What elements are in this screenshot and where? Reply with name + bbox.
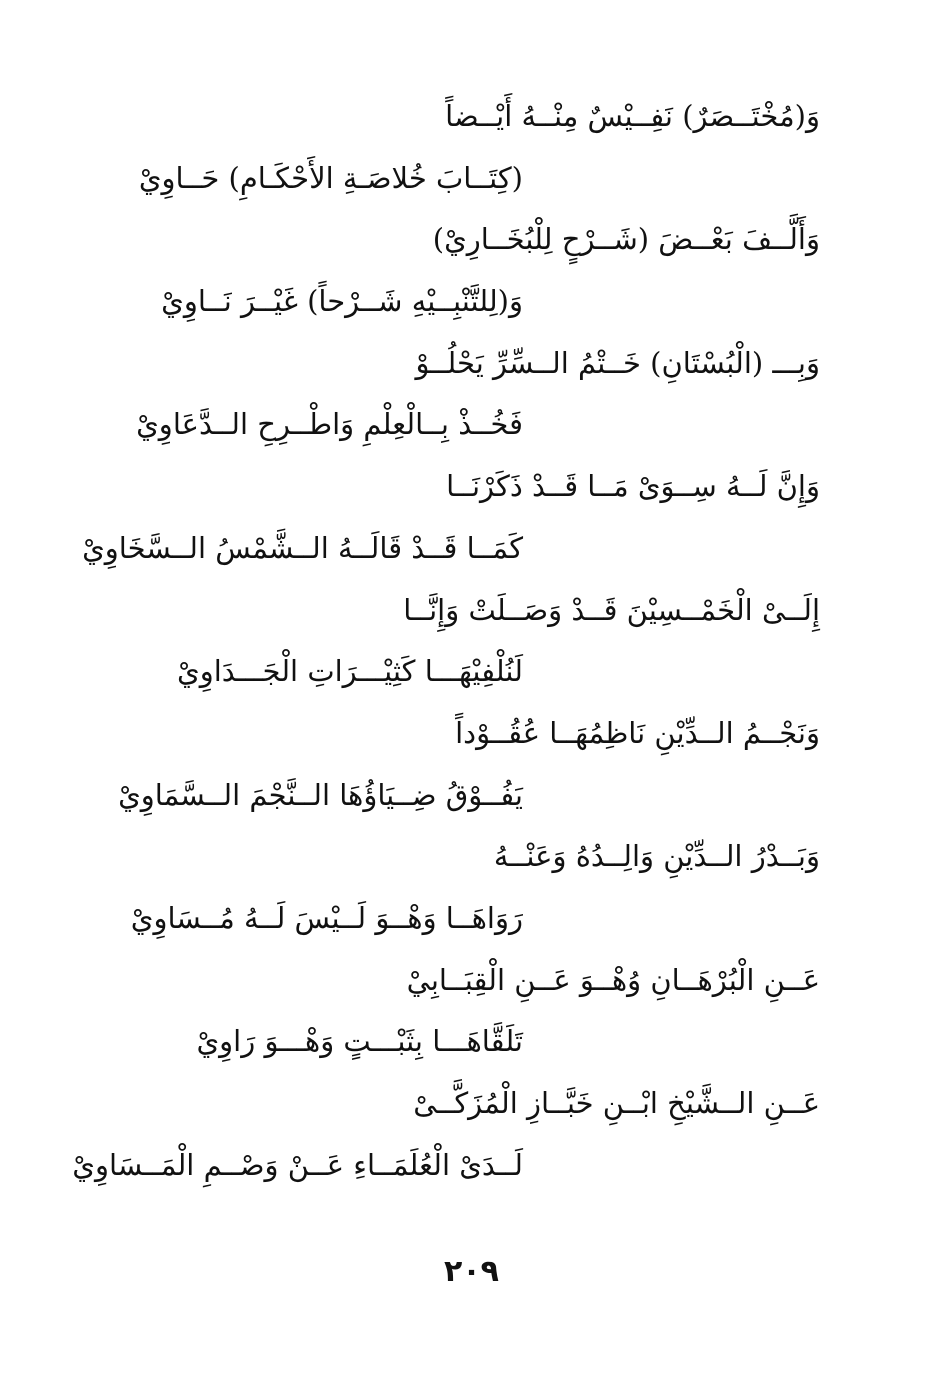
poem-line-text: لَنُلْفِيْهَـــا كَثِيْـــرَاتِ الْجَـــدَاوِيْ bbox=[177, 654, 523, 689]
poem-line-7 bbox=[0, 458, 943, 520]
poem-line-text: رَوَاهَــا وَهْــوَ لَــيْسَ لَــهُ مُــسَاوِيْ bbox=[130, 900, 523, 935]
poem-line-text: عَــنِ الْبُرْهَــانِ وُهْــوَ عَــنِ الْقِبَــابِيْ bbox=[406, 962, 820, 997]
poem-line-13 bbox=[0, 828, 943, 890]
poem-line-3 bbox=[0, 211, 943, 273]
poem bbox=[0, 88, 943, 1198]
poem-line-11 bbox=[0, 705, 943, 767]
poem-line-text: لَــدَىْ الْعُلَمَــاءِ عَــنْ وَصْــمِ الْمَــسَاوِيْ bbox=[72, 1147, 523, 1182]
poem-line-text: فَخُــذْ بِــالْعِلْمِ وَاطْــرِحِ الــدَّعَاوِيْ bbox=[136, 407, 523, 442]
poem-line-10 bbox=[0, 643, 943, 705]
poem-line-1 bbox=[0, 88, 943, 150]
poem-line-text: إِلَــىْ الْخَمْــسِيْنَ قَــدْ وَصَــلَتْ وَإِنَّــا bbox=[403, 592, 820, 627]
poem-line-text: وَإِنَّ لَــهُ سِــوَىْ مَــا قَــدْ ذَكَرْنَــا bbox=[446, 469, 820, 504]
poem-line-text: وَبَــدْرُ الــدِّيْنِ وَالِــدُهُ وَعَنْــهُ bbox=[493, 839, 820, 874]
page-number: ٢٠٩ bbox=[444, 1254, 499, 1289]
poem-line-text: يَفُــوْقُ ضِــيَاؤُهَا الــنَّجْمَ الــسَّمَاوِيْ bbox=[118, 777, 523, 812]
poem-line-9 bbox=[0, 582, 943, 644]
poem-line-2 bbox=[0, 150, 943, 212]
poem-line-text: كَمَــا قَــدْ قَالَــهُ الــشَّمْسُ الــسَّخَاوِيْ bbox=[82, 530, 523, 565]
poem-line-16 bbox=[0, 1013, 943, 1075]
poem-line-text: تَلَقَّاهَـــا بِثَبْـــتٍ وَهْـــوَ رَاوِيْ bbox=[196, 1024, 523, 1059]
poem-line-14 bbox=[0, 890, 943, 952]
poem-line-text: وَنَجْــمُ الــدِّيْنِ نَاظِمُهَــا عُقُــوْداً bbox=[455, 715, 820, 750]
poem-line-18 bbox=[0, 1137, 943, 1199]
poem-line-5 bbox=[0, 335, 943, 397]
poem-line-8 bbox=[0, 520, 943, 582]
poem-line-text: وَ(مُخْتَــصَرٌ) نَفِــيْسٌ مِنْــهُ أَيْــضاً bbox=[445, 99, 820, 133]
poem-line-6 bbox=[0, 396, 943, 458]
poem-line-17 bbox=[0, 1075, 943, 1137]
poem-line-12 bbox=[0, 767, 943, 829]
poem-line-text: وَ(لِلتَّنْبِــيْهِ شَــرْحاً) غَيْــرَ نَــاوِيْ bbox=[161, 284, 523, 319]
poem-line-text: وَأَلَّــفَ بَعْــضَ (شَــرْحٍ لِلْبُخَــارِيْ) bbox=[432, 222, 820, 257]
poem-line-text: وَبِـــ (الْبُسْتَانِ) خَــتْمُ الــسِّرِّ يَحْلُــوْ bbox=[415, 345, 820, 380]
poem-line-text: (كِتَــابَ خُلاصَـةِ الأَحْكَـامِ) حَــاوِيْ bbox=[138, 160, 523, 195]
poem-line-text: عَــنِ الــشَّيْخِ ابْــنِ خَبَّــازِ الْمُزَكَّــىْ bbox=[413, 1086, 820, 1120]
poem-line-15 bbox=[0, 952, 943, 1014]
poem-line-4 bbox=[0, 273, 943, 335]
